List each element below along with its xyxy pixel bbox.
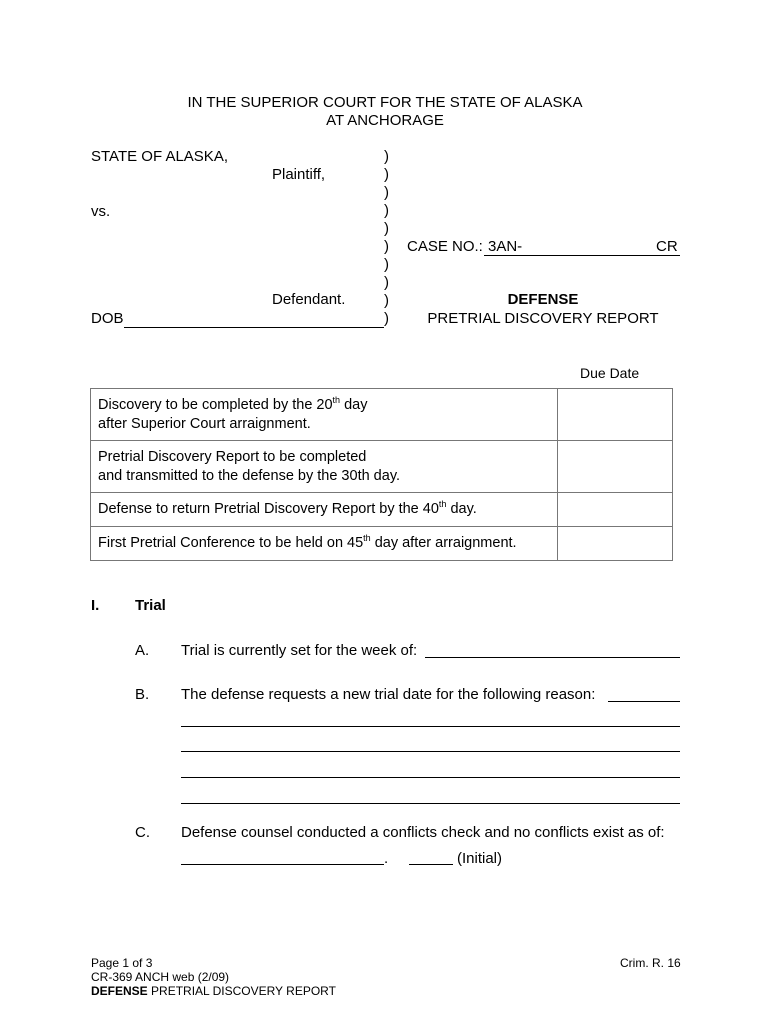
table-row — [91, 389, 673, 441]
deadline-text: Defense to return Pretrial Discovery Report by the 40th day. — [91, 493, 558, 527]
versus-label: vs. — [91, 203, 111, 220]
rule-reference: Crim. R. 16 — [620, 956, 681, 970]
case-number-prefix: 3AN- — [488, 238, 523, 255]
conflicts-date-field[interactable] — [181, 864, 384, 865]
initial-field[interactable] — [409, 864, 453, 865]
section-title: Trial — [135, 597, 166, 614]
report-title-defense: DEFENSE — [507, 291, 579, 308]
caption-paren: ) — [384, 202, 389, 219]
due-date-cell[interactable] — [558, 527, 673, 561]
plaintiff-label: Plaintiff, — [272, 166, 326, 183]
table-row — [91, 441, 673, 493]
caption-paren: ) — [384, 238, 389, 255]
item-b-text: The defense requests a new trial date for the following reason: — [181, 686, 596, 703]
caption-paren: ) — [384, 256, 389, 273]
reason-field[interactable] — [181, 751, 680, 752]
item-b-letter: B. — [135, 686, 150, 703]
due-date-label: Due Date — [580, 365, 640, 381]
item-c-text: Defense counsel conducted a conflicts check and no conflicts exist as of: — [181, 824, 665, 841]
reason-field[interactable] — [181, 777, 680, 778]
dob-label: DOB — [91, 310, 124, 327]
item-c-letter: C. — [135, 824, 150, 841]
footer-title — [91, 984, 336, 998]
report-title: PRETRIAL DISCOVERY REPORT — [427, 310, 659, 327]
case-number-suffix: CR — [656, 238, 678, 255]
deadline-table — [90, 388, 673, 561]
caption-paren: ) — [384, 166, 389, 183]
item-c-period: . — [384, 850, 389, 867]
case-number-label: CASE NO.: — [407, 238, 483, 255]
caption-paren: ) — [384, 184, 389, 201]
defendant-label: Defendant. — [272, 291, 346, 308]
caption-paren: ) — [384, 220, 389, 237]
deadline-text: Pretrial Discovery Report to be completed and transmitted to the defense by the 30th day. — [91, 441, 558, 493]
reason-field[interactable] — [608, 701, 680, 702]
page-number: Page 1 of 3 — [91, 956, 153, 970]
reason-field[interactable] — [181, 803, 680, 804]
deadline-text: First Pretrial Conference to be held on 45th day after arraignment. — [91, 527, 558, 561]
due-date-cell[interactable] — [558, 389, 673, 441]
footer-title-rest: PRETRIAL DISCOVERY REPORT — [147, 984, 336, 998]
due-date-cell[interactable] — [558, 493, 673, 527]
plaintiff-name: STATE OF ALASKA, — [91, 148, 228, 165]
court-location: AT ANCHORAGE — [326, 112, 444, 129]
footer-title-defense: DEFENSE — [91, 984, 148, 998]
item-a-text: Trial is currently set for the week of: — [181, 642, 418, 659]
due-date-cell[interactable] — [558, 441, 673, 493]
deadline-text: Discovery to be completed by the 20th day after Superior Court arraignment. — [91, 389, 558, 441]
reason-field[interactable] — [181, 726, 680, 727]
trial-week-field[interactable] — [425, 657, 680, 658]
table-row — [91, 527, 673, 561]
court-name: IN THE SUPERIOR COURT FOR THE STATE OF ALASKA — [187, 94, 583, 111]
initial-label: (Initial) — [457, 850, 503, 867]
table-row — [91, 493, 673, 527]
dob-field[interactable] — [124, 327, 384, 328]
caption-paren: ) — [384, 274, 389, 291]
section-number: I. — [91, 597, 100, 614]
item-a-letter: A. — [135, 642, 150, 659]
caption-paren: ) — [384, 148, 389, 165]
caption-paren: ) — [384, 310, 389, 327]
case-number-field[interactable] — [484, 255, 680, 256]
form-number: CR-369 ANCH web (2/09) — [91, 970, 230, 984]
caption-paren: ) — [384, 292, 389, 309]
